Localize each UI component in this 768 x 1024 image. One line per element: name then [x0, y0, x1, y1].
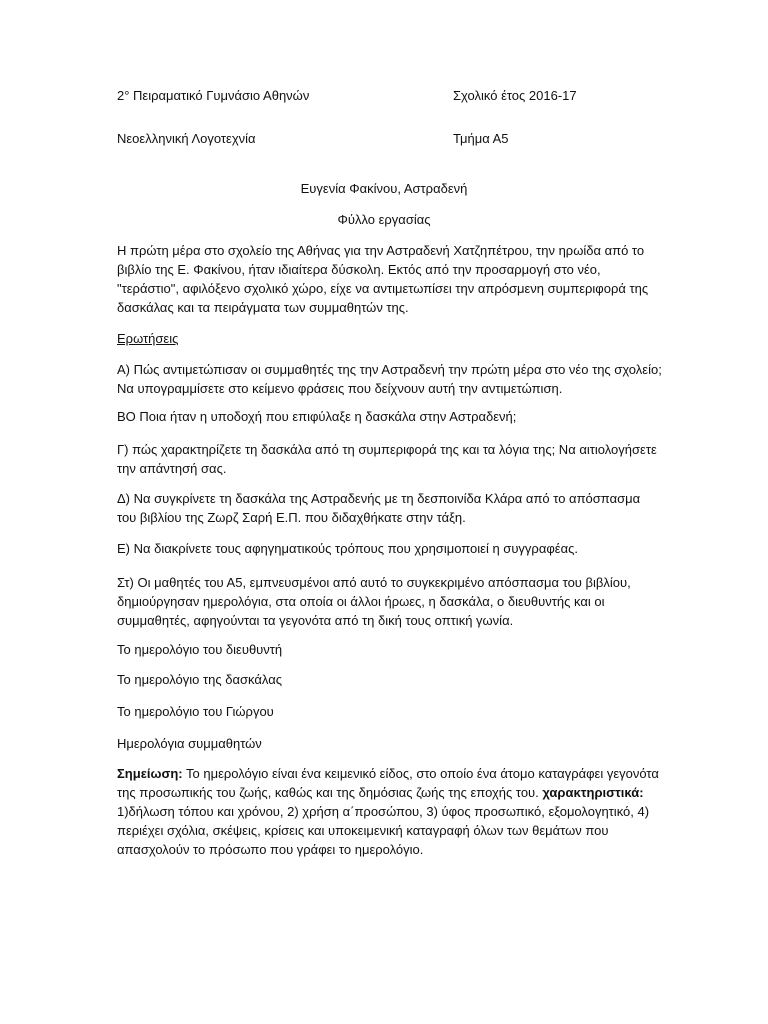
- question-f: Στ) Οι μαθητές του Α5, εμπνευσμένοι από αυτό το συγκεκριμένο απόσπασμα του βιβλίου, δημιούργησαν ημερολόγια, στα οποία οι άλλοι ήρωες, η δασκάλα, ο διευθυντής και οι συμμαθητές, αφηγούνται τα γεγονότα από τη δική τους οπτική γωνία.: [117, 575, 631, 628]
- diary-giorgos: Το ημερολόγιο του Γιώργου: [117, 704, 274, 719]
- question-c: Γ) πώς χαρακτηρίζετε τη δασκάλα από τη συμπεριφορά της και τα λόγια της; Να αιτιολογήσετε την απάντησή σας.: [117, 442, 657, 476]
- note-paragraph: [117, 764, 662, 859]
- intro-paragraph: Η πρώτη μέρα στο σχολείο της Αθήνας για την Αστραδενή Χατζηπέτρου, την ηρωίδα από το βιβλίο της Ε. Φακίνου, ήταν ιδιαίτερα δύσκολη. Εκτός από την προσαρμογή στο νέο, "τεράστιο", αφιλόξενο σχολικό χώρο, είχε να αντιμετωπίσει την απρόσμενη συμπεριφορά της δασκάλας και τα πειράγματα των συμμαθητών της.: [117, 243, 649, 315]
- question-a: Α) Πώς αντιμετώπισαν οι συμμαθητές της την Αστραδενή την πρώτη μέρα στο νέο της σχολείο; Να υπογραμμίσετε στο κείμενο φράσεις που δείχνουν αυτή την αντιμετώπιση.: [117, 362, 662, 396]
- school-year: Σχολικό έτος 2016-17: [453, 88, 577, 103]
- diary-classmates: Ημερολόγια συμμαθητών: [117, 736, 262, 751]
- note-label: Σημείωση:: [117, 766, 183, 781]
- question-e: Ε) Να διακρίνετε τους αφηγηματικούς τρόπους που χρησιμοποιεί η συγγραφέας.: [117, 541, 578, 556]
- note-text-1: Το ημερολόγιο είναι ένα κειμενικό είδος, στο οποίο ένα άτομο καταγράφει γεγονότα της προσωπικής του ζωής, καθώς και της δημόσιας ζωής της εποχής του.: [117, 766, 659, 800]
- questions-heading: Ερωτήσεις: [117, 331, 179, 346]
- worksheet-title: Φύλλο εργασίας: [337, 212, 431, 227]
- school-name: 2° Πειραματικό Γυμνάσιο Αθηνών: [117, 88, 310, 103]
- header-row-subject: [117, 131, 728, 147]
- author-title: Ευγενία Φακίνου, Αστραδενή: [300, 181, 468, 196]
- note-text-2: 1)δήλωση τόπου και χρόνου, 2) χρήση α΄προσώπου, 3) ύφος προσωπικό, εξομολογητικό, 4) περιέχει σχόλια, σκέψεις, κρίσεις και υποκειμενική καταγραφή όλων των θεμάτων που απασχολούν το πρόσωπο που γράφει το ημερολόγιο.: [117, 804, 650, 857]
- question-d: Δ) Να συγκρίνετε τη δασκάλα της Αστραδενής με τη δεσποινίδα Κλάρα από το απόσπασμα του βιβλίου της Ζωρζ Σαρή Ε.Π. που διδαχθήκατε στην τάξη.: [117, 491, 641, 525]
- diary-teacher: Το ημερολόγιο της δασκάλας: [117, 672, 282, 687]
- subject-name: Νεοελληνική Λογοτεχνία: [117, 131, 256, 146]
- question-b: ΒΟ Ποια ήταν η υποδοχή που επιφύλαξε η δασκάλα στην Αστραδενή;: [117, 409, 517, 424]
- class-name: Τμήμα Α5: [453, 131, 509, 146]
- note-features-label: χαρακτηριστικά:: [542, 785, 644, 800]
- header-row-school: [117, 88, 728, 104]
- diary-director: Το ημερολόγιο του διευθυντή: [117, 642, 283, 657]
